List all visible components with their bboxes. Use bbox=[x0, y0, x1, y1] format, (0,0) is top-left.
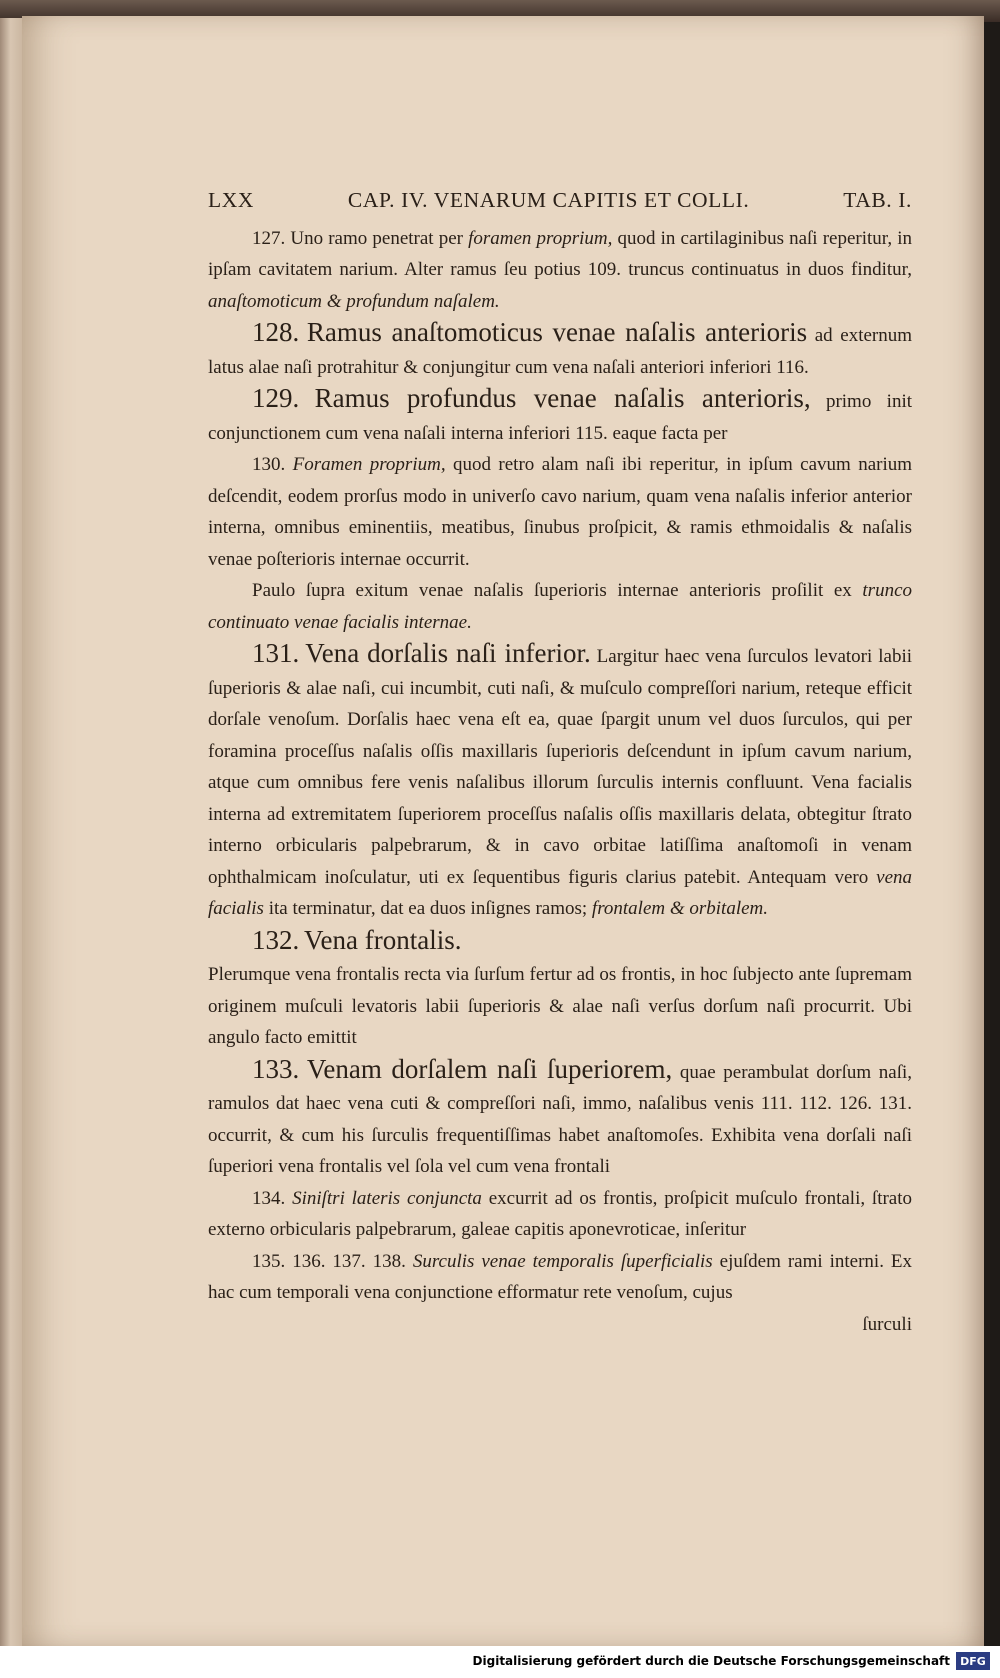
paragraph-127: 127. Uno ramo penetrat per foramen proprium, quod in cartilaginibus naſi reperitur, in ipſam cavitatem narium. Alter ramus ſeu potius 109. truncus continuatus in duos finditur, anaſtomoticum & profundum naſalem. bbox=[208, 227, 912, 312]
paragraph-132-heading: 132. Vena frontalis. bbox=[252, 924, 462, 955]
running-head bbox=[208, 185, 912, 217]
paragraph-130: 130. Foramen proprium, quod retro alam naſi ibi reperitur, in ipſum cavum narium deſcendit, eodem prorſus modo in univerſo cavo narium, quam vena naſalis inferior anterior interna, omnibus eminentiis, meatibus, ſinubus proſpicit, & ramis ethmoidalis & naſalis venae poſterioris internae occurrit. bbox=[208, 454, 913, 570]
page-number: LXX bbox=[208, 188, 254, 212]
catchword: ſurculi bbox=[862, 1313, 912, 1335]
chapter-title: CAP. IV. VENARUM CAPITIS ET COLLI. bbox=[347, 188, 750, 212]
paragraph-133: 133. Venam dorſalem naſi ſuperiorem, quae perambulat dorſum naſi, ramulos dat haec vena cuti & compreſſori naſi, immo, naſalibus venis 111. 112. 126. 131. occurrit, & cum his ſurculis frequentiſſimas habet anaſtomoſes. Exhibita vena dorſali naſi ſuperiori vena frontalis vel ſola vel cum vena frontali bbox=[208, 1053, 913, 1177]
plate-label: TAB. I. bbox=[843, 188, 912, 212]
digitization-footer bbox=[0, 1646, 1000, 1678]
paragraph-129: 129. Ramus profundus venae naſalis anterioris, primo init conjunctionem cum vena naſali interna inferiori 115. eaque facta per bbox=[208, 383, 912, 444]
footer-credit[interactable]: Digitalisierung gefördert durch die Deutsche Forschungsgemeinschaft bbox=[472, 1654, 950, 1668]
paragraph-134: 134. Siniſtri lateris conjuncta excurrit ad os frontis, proſpicit muſculo frontali, ſtrato externo orbicularis palpebrarum, galeae capitis aponevroticae, inſeritur bbox=[208, 1187, 913, 1240]
paragraph-paulo: Paulo ſupra exitum venae naſalis ſuperioris internae anterioris proſilit ex trunco continuato venae facialis internae. bbox=[208, 580, 913, 633]
paragraph-128: 128. Ramus anaſtomoticus venae naſalis anterioris ad externum latus alae naſi protrahitur & conjungitur cum vena naſali anteriori inferiori 116. bbox=[208, 317, 913, 378]
page-text bbox=[208, 185, 912, 1340]
dfg-logo-icon: DFG bbox=[956, 1652, 990, 1670]
paragraph-131: 131. Vena dorſalis naſi inferior. Largitur haec vena ſurculos levatori labii ſuperioris & alae naſi, cui incumbit, cuti naſi, & muſculo compreſſori narium, reteque efficit dorſale venoſum. Dorſalis haec vena eſt ea, quae ſpargit unum vel duos ſurculos, qui per foramina proceſſus naſalis oſſis maxillaris ſuperioris deſcendunt in ipſum cavum narium, atque cum omnibus fere venis naſalibus illorum ſurculis internis confluunt. Vena facialis interna ad extremitatem ſuperiorem proceſſus naſalis oſſis maxillaris delata, obtegitur ſtrato interno orbicularis palpebrarum, & in cavo orbitae latiſſima anaſtomoſi in venam ophthalmicam inoſculatur, uti ex ſequentibus figuris clarius patebit. Antequam vero vena facialis ita terminatur, dat ea duos inſignes ramos; frontalem & orbitalem. bbox=[208, 638, 913, 919]
paragraph-132: Plerumque vena frontalis recta via ſurſum fertur ad os frontis, in hoc ſubjecto ante ſupremam originem muſculi levatoris labii ſuperioris & alae naſi verſus dorſum naſi procurrit. Ubi angulo facto emittit bbox=[208, 964, 912, 1048]
paragraph-135: 135. 136. 137. 138. Surculis venae temporalis ſuperficialis ejuſdem rami interni. Ex hac cum temporali vena conjunctione efformatur rete venoſum, cujus bbox=[208, 1250, 913, 1303]
